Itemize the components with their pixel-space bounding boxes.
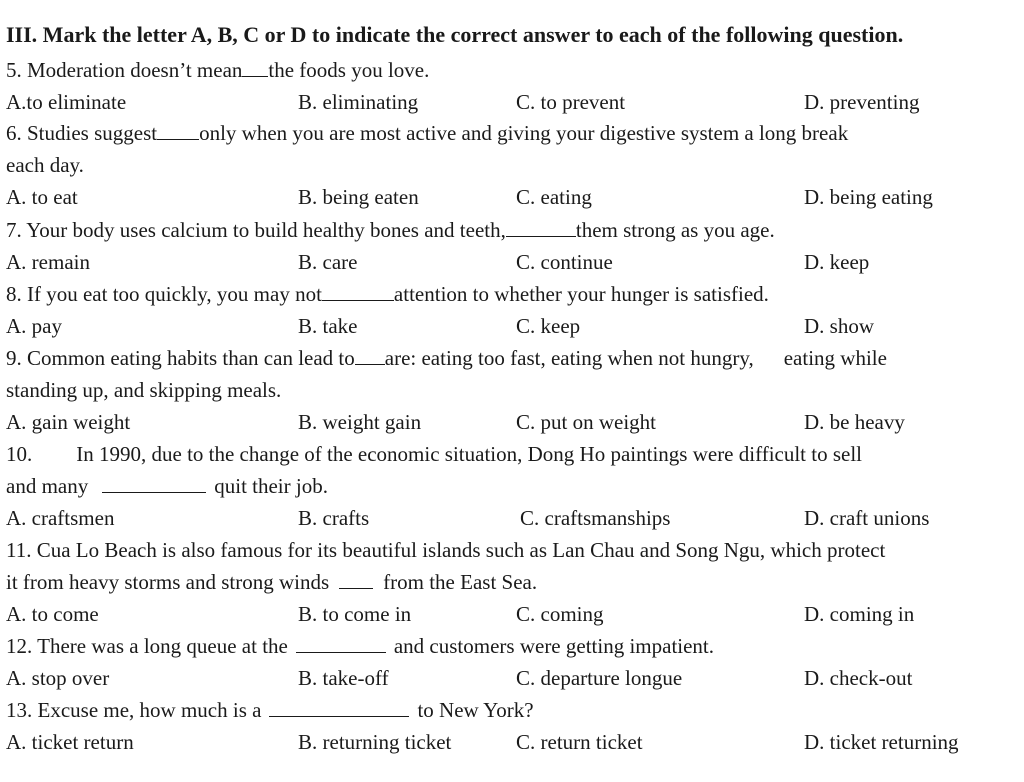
- stem-text: 13. Excuse me, how much is a: [6, 698, 262, 722]
- q6-option-b: B. being eaten: [298, 185, 419, 209]
- stem-text: attention to whether your hunger is satisfied.: [393, 282, 769, 306]
- q13-option-c: C. return ticket: [516, 730, 643, 754]
- q6-option-c: C. eating: [516, 185, 592, 209]
- answer-blank: [322, 282, 394, 301]
- q5-option-b: B. eliminating: [298, 90, 419, 114]
- question-10-stem: [6, 441, 862, 467]
- question-10-stem-line2: [6, 473, 328, 499]
- q8-option-a: A. pay: [6, 314, 62, 338]
- q13-option-a: A. ticket return: [6, 730, 134, 754]
- q7-option-a: A. remain: [6, 250, 90, 274]
- q8-option-d: D. show: [804, 314, 875, 338]
- question-7-stem: [6, 217, 775, 243]
- q9-option-a: A. gain weight: [6, 410, 131, 434]
- q9-option-d: D. be heavy: [804, 410, 905, 434]
- q9-option-c: C. put on weight: [516, 410, 656, 434]
- q8-option-b: B. take: [298, 314, 358, 338]
- q10-option-c: C. craftsmanships: [520, 506, 671, 530]
- q13-option-d: D. ticket returning: [804, 730, 959, 754]
- q10-option-b: B. crafts: [298, 506, 370, 530]
- stem-text: 8. If you eat too quickly, you may not: [6, 282, 322, 306]
- question-11-stem-line2: [6, 569, 537, 595]
- stem-text: are: eating too fast, eating when not hungry,: [384, 346, 754, 370]
- question-9-stem-line2: standing up, and skipping meals.: [6, 378, 282, 402]
- stem-text: it from heavy storms and strong winds: [6, 570, 330, 594]
- stem-text: 5. Moderation doesn’t mean: [6, 58, 243, 82]
- question-number: 10.: [6, 442, 33, 466]
- stem-text: from the East Sea.: [383, 570, 538, 594]
- question-9-stem: [6, 345, 887, 371]
- q11-option-d: D. coming in: [804, 602, 915, 626]
- answer-blank: [269, 698, 409, 717]
- stem-text: quit their job.: [214, 474, 328, 498]
- question-8-stem: [6, 281, 769, 307]
- answer-blank: [339, 570, 373, 589]
- q12-option-b: B. take-off: [298, 666, 389, 690]
- question-13-stem: [6, 697, 534, 723]
- q12-option-a: A. stop over: [6, 666, 110, 690]
- answer-blank: [102, 474, 206, 493]
- q13-option-b: B. returning ticket: [298, 730, 452, 754]
- q6-option-d: D. being eating: [804, 185, 933, 209]
- stem-text: 12. There was a long queue at the: [6, 634, 288, 658]
- answer-blank: [157, 121, 199, 140]
- q5-option-d: D. preventing: [804, 90, 920, 114]
- stem-text: the foods you love.: [268, 58, 430, 82]
- stem-text: and customers were getting impatient.: [393, 634, 715, 658]
- section-heading: III. Mark the letter A, B, C or D to indicate the correct answer to each of the following question.: [6, 22, 904, 47]
- answer-blank: [506, 218, 576, 237]
- q5-option-c: C. to prevent: [516, 90, 626, 114]
- stem-text: only when you are most active and giving your digestive system a long break: [199, 121, 849, 145]
- stem-text: to New York?: [417, 698, 534, 722]
- stem-text: 7. Your body uses calcium to build healthy bones and teeth,: [6, 218, 506, 242]
- answer-blank: [296, 634, 386, 653]
- answer-blank: [355, 346, 385, 365]
- stem-text: them strong as you age.: [575, 218, 775, 242]
- question-6-stem-line2: each day.: [6, 153, 84, 177]
- q9-option-b: B. weight gain: [298, 410, 422, 434]
- q7-option-c: C. continue: [516, 250, 613, 274]
- q6-option-a: A. to eat: [6, 185, 78, 209]
- q11-option-c: C. coming: [516, 602, 604, 626]
- stem-text: 9. Common eating habits than can lead to: [6, 346, 355, 370]
- question-6-stem: [6, 120, 848, 146]
- question-11-stem: 11. Cua Lo Beach is also famous for its beautiful islands such as Lan Chau and Song Ngu, which protect: [6, 538, 886, 562]
- q7-option-d: D. keep: [804, 250, 870, 274]
- q11-option-b: B. to come in: [298, 602, 412, 626]
- q10-option-a: A. craftsmen: [6, 506, 115, 530]
- q12-option-d: D. check-out: [804, 666, 913, 690]
- q7-option-b: B. care: [298, 250, 358, 274]
- stem-text: In 1990, due to the change of the economic situation, Dong Ho paintings were difficult to sell: [76, 442, 863, 466]
- stem-text: and many: [6, 474, 89, 498]
- stem-text: eating while: [783, 346, 887, 370]
- q12-option-c: C. departure longue: [516, 666, 683, 690]
- question-12-stem: [6, 633, 714, 659]
- q8-option-c: C. keep: [516, 314, 581, 338]
- q10-option-d: D. craft unions: [804, 506, 930, 530]
- q5-option-a: A.to eliminate: [6, 90, 127, 114]
- question-5-stem: [6, 57, 429, 83]
- stem-text: 6. Studies suggest: [6, 121, 158, 145]
- answer-blank: [242, 58, 268, 77]
- q11-option-a: A. to come: [6, 602, 99, 626]
